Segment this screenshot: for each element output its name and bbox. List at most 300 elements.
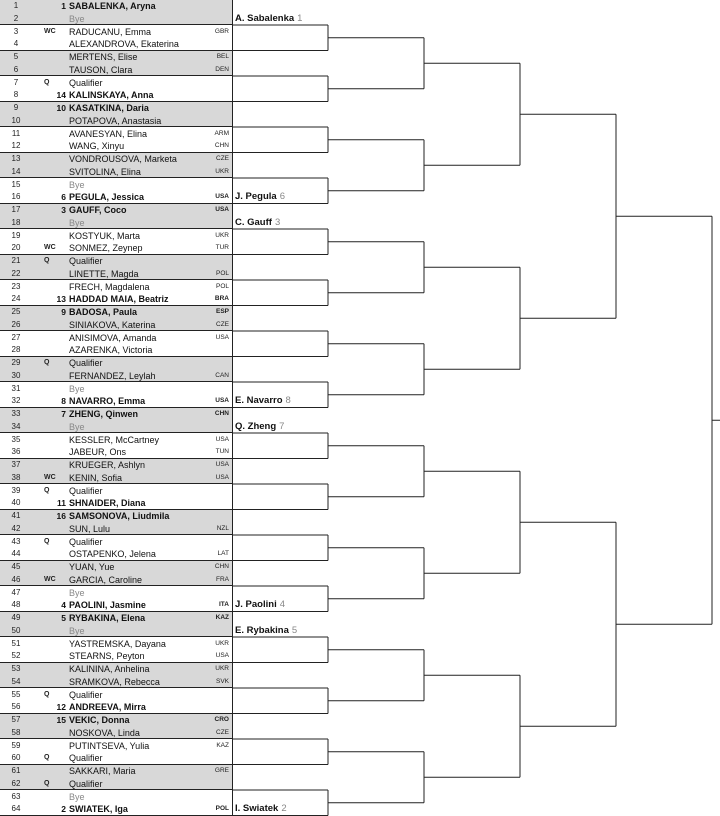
draw-position: 14: [11, 166, 21, 176]
draw-entry: [0, 191, 232, 204]
country-code: USA: [215, 435, 229, 443]
draw-entry: [0, 599, 232, 612]
first-round-match: [0, 485, 232, 510]
round2-seed: 7: [279, 420, 285, 432]
draw-position: 8: [13, 90, 19, 100]
round2-player-name: A. Sabalenka: [235, 12, 295, 24]
draw-entry: [0, 357, 232, 370]
draw-entry: [0, 217, 232, 230]
country-code: KAZ: [216, 741, 229, 749]
draw-position: 25: [11, 307, 21, 316]
draw-entry: [0, 242, 232, 255]
seed-number: 9: [61, 307, 66, 317]
draw-position: 50: [11, 625, 21, 635]
first-round-match: [0, 689, 232, 714]
draw-entry: [0, 38, 232, 51]
draw-position: 64: [11, 804, 21, 814]
player-name: Bye: [69, 383, 85, 394]
country-code: CZE: [216, 320, 229, 328]
entry-type-tag: Q: [44, 486, 50, 494]
first-round-match: [0, 663, 232, 688]
player-name: YUAN, Yue: [69, 562, 115, 572]
draw-position: 17: [11, 205, 21, 214]
draw-position: 18: [11, 217, 21, 227]
seed-number: 16: [56, 511, 66, 521]
draw-entry: [0, 497, 232, 510]
player-name: VEKIC, Donna: [69, 715, 130, 725]
draw-entry: [0, 268, 232, 281]
first-round-match: [0, 587, 232, 612]
draw-position: 54: [11, 676, 21, 686]
seed-number: 7: [61, 409, 66, 419]
round2-player-label: [235, 13, 302, 24]
country-code: GRE: [214, 767, 229, 774]
first-round-match: [0, 408, 232, 433]
draw-position: 56: [11, 702, 21, 712]
country-code: CZE: [216, 155, 229, 162]
draw-entry: [0, 77, 232, 90]
draw-position: 42: [11, 523, 21, 533]
player-name: Qualifier: [69, 689, 103, 700]
player-name: JABEUR, Ons: [69, 447, 127, 458]
round2-seed: 6: [279, 191, 286, 202]
country-code: SVK: [215, 677, 229, 685]
draw-entry: [0, 765, 232, 778]
seed-number: 8: [61, 396, 66, 407]
draw-position: 36: [11, 447, 21, 457]
draw-entry: [0, 536, 232, 549]
draw-position: 26: [11, 319, 21, 329]
country-code: BEL: [216, 53, 229, 60]
draw-entry: [0, 714, 232, 727]
round2-seed: 5: [291, 624, 298, 636]
country-code: USA: [215, 206, 229, 213]
player-name: SABALENKA, Aryna: [69, 1, 156, 11]
country-code: USA: [215, 652, 229, 660]
player-name: RYBAKINA, Elena: [69, 613, 146, 623]
draw-position: 49: [11, 613, 21, 622]
draw-position: 38: [11, 472, 21, 482]
player-name: PUTINTSEVA, Yulia: [69, 740, 150, 751]
draw-position: 51: [11, 638, 21, 648]
draw-entry: [0, 166, 232, 179]
entry-type-tag: WC: [44, 473, 56, 481]
country-code: DEN: [215, 65, 229, 73]
country-code: TUN: [215, 448, 229, 456]
draw-position: 20: [11, 243, 21, 253]
draw-entry: [0, 663, 232, 676]
first-round-match: [0, 77, 232, 102]
player-name: Bye: [69, 217, 85, 228]
draw-position: 57: [11, 715, 21, 724]
draw-position: 55: [11, 689, 21, 699]
player-name: PAOLINI, Jasmine: [69, 600, 146, 611]
draw-entry: [0, 370, 232, 383]
country-code: POL: [215, 282, 229, 290]
draw-position: 10: [11, 115, 21, 125]
country-code: CHN: [214, 410, 229, 417]
first-round-match: [0, 306, 232, 331]
player-name: FRECH, Magdalena: [69, 281, 150, 292]
draw-entry: [0, 472, 232, 485]
first-round-match: [0, 510, 232, 535]
country-code: CZE: [216, 728, 229, 736]
country-code: TUR: [215, 244, 229, 252]
player-name: RADUCANU, Emma: [69, 26, 152, 37]
country-code: FRA: [216, 575, 229, 583]
country-code: USA: [215, 461, 229, 468]
draw-entry: [0, 153, 232, 166]
player-name: SONMEZ, Zeynep: [69, 243, 143, 254]
first-round-match: [0, 26, 232, 51]
draw-position: 60: [11, 753, 21, 763]
first-round-match: [0, 714, 232, 739]
draw-entry: [0, 204, 232, 217]
entry-type-tag: Q: [44, 359, 50, 366]
country-code: CAN: [215, 371, 229, 379]
draw-position: 31: [11, 383, 21, 393]
draw-entry: [0, 255, 232, 268]
player-name: Bye: [69, 791, 85, 802]
draw-entry: [0, 64, 232, 77]
draw-entry: [0, 51, 232, 64]
player-name: AZARENKA, Victoria: [69, 345, 153, 356]
draw-entry: [0, 128, 232, 141]
draw-entry: [0, 548, 232, 561]
country-code: USA: [215, 333, 229, 341]
draw-position: 9: [13, 103, 19, 112]
country-code: USA: [215, 397, 229, 405]
draw-entry: [0, 587, 232, 600]
player-name: SUN, Lulu: [69, 523, 111, 534]
draw-entry: [0, 26, 232, 39]
entry-type-tag: Q: [44, 257, 50, 264]
draw-entry: [0, 510, 232, 523]
draw-position: 24: [11, 294, 21, 304]
player-name: SINIAKOVA, Katerina: [69, 319, 156, 330]
round2-seed: 4: [279, 599, 286, 610]
player-name: ANDREEVA, Mirra: [69, 702, 146, 713]
country-code: NZL: [216, 524, 229, 532]
player-name: YASTREMSKA, Dayana: [69, 638, 166, 649]
player-name: SWIATEK, Iga: [69, 804, 128, 815]
draw-position: 37: [11, 460, 21, 469]
first-round-match: [0, 638, 232, 663]
draw-position: 12: [11, 141, 21, 151]
draw-position: 2: [13, 13, 19, 23]
draw-entry: [0, 752, 232, 765]
draw-position: 46: [11, 574, 21, 584]
player-name: KESSLER, McCartney: [69, 434, 160, 445]
draw-position: 1: [13, 1, 19, 10]
draw-entry: [0, 612, 232, 625]
first-round-match: [0, 153, 232, 178]
seed-number: 4: [61, 600, 66, 611]
draw-position: 34: [11, 421, 21, 431]
draw-position: 7: [13, 77, 19, 87]
draw-entry: [0, 727, 232, 740]
round2-seed: 8: [285, 395, 291, 406]
draw-entry: [0, 179, 232, 192]
first-round-match: [0, 765, 232, 790]
player-name: FERNANDEZ, Leylah: [69, 370, 156, 381]
round2-seed: 2: [281, 803, 287, 814]
first-round-match: [0, 536, 232, 561]
country-code: ITA: [219, 601, 229, 609]
seed-number: 13: [56, 294, 66, 305]
country-code: USA: [215, 473, 229, 481]
draw-entry: [0, 523, 232, 536]
draw-entry: [0, 0, 232, 13]
player-name: SVITOLINA, Elina: [69, 166, 141, 177]
draw-position: 5: [13, 52, 19, 61]
draw-position: 58: [11, 727, 21, 737]
seed-number: 14: [56, 90, 66, 101]
country-code: ESP: [215, 308, 229, 315]
player-name: BADOSA, Paula: [69, 307, 138, 317]
player-name: KRUEGER, Ashlyn: [69, 460, 146, 470]
draw-entry: [0, 561, 232, 574]
player-name: AVANESYAN, Elina: [69, 128, 148, 139]
draw-position: 39: [11, 485, 21, 495]
country-code: POL: [215, 269, 229, 277]
draw-position: 4: [13, 39, 19, 49]
country-code: USA: [215, 193, 229, 201]
player-name: KENIN, Sofia: [69, 472, 123, 483]
first-round-match: [0, 0, 232, 25]
draw-entry: [0, 701, 232, 714]
player-name: Qualifier: [69, 358, 103, 368]
country-code: KAZ: [215, 614, 229, 621]
country-code: UKR: [215, 665, 229, 672]
player-name: WANG, Xinyu: [69, 141, 125, 152]
round2-player-name: C. Gauff: [235, 216, 272, 228]
draw-position: 28: [11, 345, 21, 355]
entry-type-tag: Q: [44, 754, 50, 762]
seed-number: 2: [61, 804, 66, 815]
player-name: OSTAPENKO, Jelena: [69, 549, 156, 560]
player-name: PEGULA, Jessica: [69, 192, 145, 203]
draw-position: 27: [11, 332, 21, 342]
player-name: ANISIMOVA, Amanda: [69, 332, 157, 343]
first-round-match: [0, 357, 232, 382]
first-round-match: [0, 791, 232, 816]
draw-position: 13: [11, 154, 21, 163]
country-code: BRA: [214, 295, 229, 303]
draw-position: 48: [11, 600, 21, 610]
player-name: SAMSONOVA, Liudmila: [69, 511, 170, 521]
player-name: ALEXANDROVA, Ekaterina: [69, 39, 179, 50]
draw-entry: [0, 408, 232, 421]
draw-entry: [0, 140, 232, 153]
draw-entry: [0, 625, 232, 638]
draw-entry: [0, 319, 232, 332]
country-code: POL: [215, 805, 229, 813]
draw-entry: [0, 459, 232, 472]
draw-position: 44: [11, 549, 21, 559]
draw-divider: [232, 0, 233, 816]
draw-entry: [0, 395, 232, 408]
player-name: STEARNS, Peyton: [69, 651, 145, 662]
player-name: KALININA, Anhelina: [69, 664, 150, 674]
draw-entry: [0, 650, 232, 663]
player-name: GAUFF, Coco: [69, 205, 127, 215]
first-round-match: [0, 740, 232, 765]
draw-position: 22: [11, 268, 21, 278]
draw-entry: [0, 230, 232, 243]
draw-entry: [0, 778, 232, 791]
draw-position: 61: [11, 766, 21, 775]
draw-position: 40: [11, 498, 21, 508]
draw-entry: [0, 574, 232, 587]
draw-position: 35: [11, 434, 21, 444]
player-name: Qualifier: [69, 753, 103, 764]
country-code: CHN: [214, 142, 229, 150]
draw-entry: [0, 421, 232, 434]
draw-entry: [0, 344, 232, 357]
draw-entry: [0, 676, 232, 689]
draw-position: 33: [11, 409, 21, 418]
first-round-match: [0, 51, 232, 76]
seed-number: 3: [61, 205, 66, 215]
round2-player-name: I. Swiatek: [235, 803, 279, 814]
entry-type-tag: Q: [44, 779, 50, 787]
first-round-match: [0, 561, 232, 586]
draw-entry: [0, 306, 232, 319]
first-round-match: [0, 179, 232, 204]
round2-player-name: E. Navarro: [235, 395, 283, 406]
draw-position: 47: [11, 587, 21, 597]
player-name: Qualifier: [69, 485, 103, 496]
round2-player-name: J. Paolini: [235, 599, 277, 610]
draw-entry: [0, 281, 232, 294]
draw-entry: [0, 638, 232, 651]
draw-entry: [0, 102, 232, 115]
player-name: ZHENG, Qinwen: [69, 409, 139, 419]
round2-seed: 3: [274, 216, 281, 228]
entry-type-tag: Q: [44, 537, 50, 545]
country-code: UKR: [215, 231, 229, 239]
country-code: GBR: [214, 27, 229, 35]
round2-seed: 1: [297, 12, 303, 24]
draw-entry: [0, 446, 232, 459]
player-name: HADDAD MAIA, Beatriz: [69, 294, 169, 305]
draw-position: 21: [11, 256, 21, 265]
draw-position: 16: [11, 192, 21, 202]
round2-player-label: [235, 625, 297, 636]
draw-position: 15: [11, 179, 21, 189]
draw-position: 52: [11, 651, 21, 661]
draw-entry: [0, 383, 232, 396]
player-name: GARCIA, Caroline: [69, 574, 143, 585]
player-name: Qualifier: [69, 256, 103, 266]
player-name: POTAPOVA, Anastasia: [69, 115, 162, 126]
draw-position: 23: [11, 281, 21, 291]
draw-entry: [0, 13, 232, 26]
seed-number: 5: [61, 613, 66, 623]
draw-entry: [0, 89, 232, 102]
seed-number: 12: [56, 702, 66, 713]
draw-position: 32: [11, 396, 21, 406]
round2-player-label: [235, 599, 285, 610]
first-round-match: [0, 281, 232, 306]
round2-player-label: [235, 217, 280, 228]
player-name: SAKKARI, Maria: [69, 766, 136, 776]
round2-player-label: [235, 803, 287, 814]
player-name: SHNAIDER, Diana: [69, 498, 146, 509]
draw-position: 3: [13, 26, 19, 36]
draw-position: 19: [11, 230, 21, 240]
player-name: Qualifier: [69, 778, 103, 789]
country-code: ARM: [214, 129, 229, 137]
first-round-match: [0, 230, 232, 255]
player-name: TAUSON, Clara: [69, 64, 133, 75]
player-name: NOSKOVA, Linda: [69, 727, 140, 738]
draw-entry: [0, 293, 232, 306]
player-name: Bye: [69, 13, 85, 24]
round2-player-label: [235, 421, 284, 432]
entry-type-tag: WC: [44, 575, 56, 583]
player-name: NAVARRO, Emma: [69, 396, 146, 407]
first-round-match: [0, 332, 232, 357]
first-round-match: [0, 204, 232, 229]
first-round-match: [0, 102, 232, 127]
seed-number: 1: [61, 1, 66, 11]
player-name: KOSTYUK, Marta: [69, 230, 141, 241]
seed-number: 15: [56, 715, 66, 725]
seed-number: 10: [56, 103, 66, 113]
round2-player-name: E. Rybakina: [235, 624, 289, 636]
player-name: Bye: [69, 179, 85, 190]
draw-entry: [0, 803, 232, 816]
draw-position: 63: [11, 791, 21, 801]
round2-player-name: J. Pegula: [235, 191, 277, 202]
draw-entry: [0, 332, 232, 345]
country-code: CRO: [214, 716, 229, 723]
draw-position: 62: [11, 778, 21, 788]
player-name: KALINSKAYA, Anna: [69, 90, 154, 101]
player-name: MERTENS, Elise: [69, 52, 138, 62]
first-round-match: [0, 383, 232, 408]
draw-position: 29: [11, 358, 21, 367]
player-name: KASATKINA, Daria: [69, 103, 149, 113]
first-round-match: [0, 434, 232, 459]
player-name: Qualifier: [69, 77, 103, 88]
seed-number: 6: [61, 192, 66, 203]
round2-player-label: [235, 395, 291, 406]
first-round-match: [0, 612, 232, 637]
first-round-match: [0, 128, 232, 153]
country-code: UKR: [215, 639, 229, 647]
country-code: UKR: [215, 167, 229, 175]
round2-player-label: [235, 191, 285, 202]
draw-entry: [0, 115, 232, 128]
draw-position: 11: [11, 128, 21, 138]
entry-type-tag: Q: [44, 78, 50, 86]
draw-position: 45: [11, 562, 21, 571]
entry-type-tag: WC: [44, 244, 56, 252]
entry-type-tag: Q: [44, 690, 50, 698]
player-name: LINETTE, Magda: [69, 268, 139, 279]
seed-number: 11: [57, 498, 66, 509]
player-name: Qualifier: [69, 536, 103, 547]
player-name: Bye: [69, 625, 85, 636]
draw-entry: [0, 485, 232, 498]
draw-position: 59: [11, 740, 21, 750]
draw-position: 6: [13, 64, 19, 74]
player-name: Bye: [69, 587, 85, 598]
draw-entry: [0, 434, 232, 447]
